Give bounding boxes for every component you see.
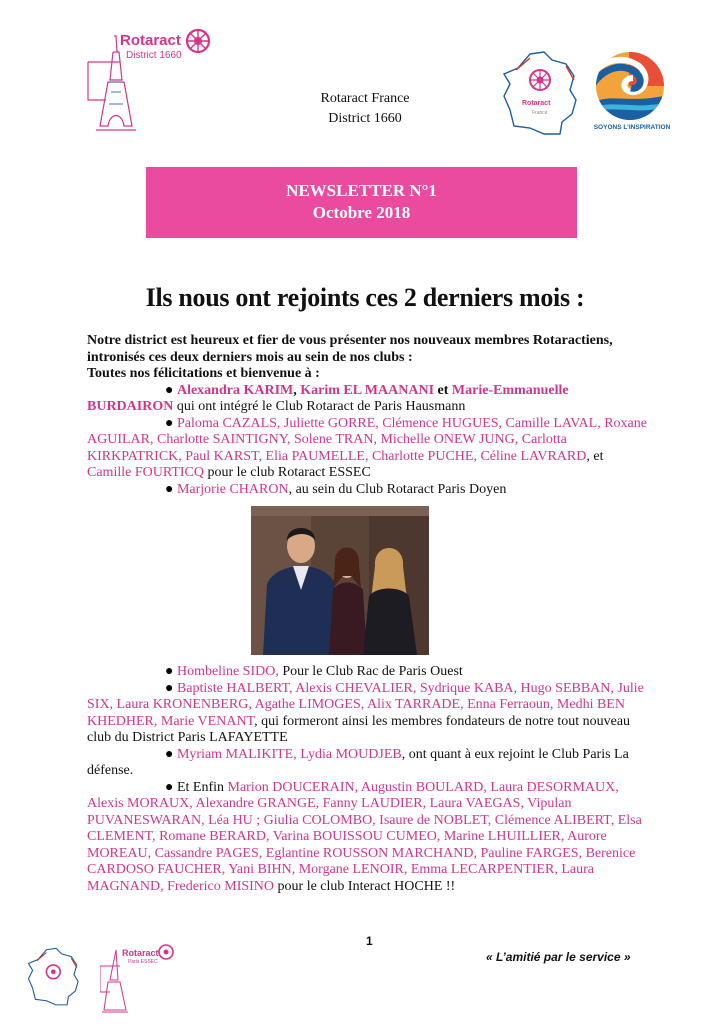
logo-wordmark: Rotaract [120,32,181,49]
rotaract-district-logo [86,22,216,150]
page-title: Ils nous ont rejoints ces 2 derniers mois : [145,283,585,312]
member-name: Alexandra KARIM [176,382,294,398]
member-names: Marjorie CHARON [176,481,289,497]
wave-emblem-icon [589,50,671,122]
club-text: qui ont intégré le Club Rotaract de Paris Hausmann [173,399,466,414]
bullet-icon: ● [165,481,177,497]
intro-line: Notre district est heureux et fier de vous présenter nos nouveaux membres Rotaractiens, [87,333,613,348]
members-group-photo [251,506,429,655]
newsletter-number: NEWSLETTER N°1 [286,181,437,200]
rotaract-france-logo [500,50,582,140]
list-item-defense [87,747,647,780]
header-organization: Rotaract France [320,91,410,106]
list-item-doyen [87,482,647,499]
bullet-icon: ● [165,746,177,762]
member-name: Karim EL MAANANI [300,382,435,398]
member-names: Camille FOURTICQ [87,465,204,480]
separator: , [293,382,301,398]
footer-rotaract-logo [100,940,180,1015]
header-district: District 1660 [328,111,402,126]
intro-line: intronisés ces deux derniers mois au sein de nos clubs : [87,349,413,365]
club-text: , au sein du Club Rotaract Paris Doyen [288,481,507,497]
member-name: Marie-Emmanuelle BURDAIRON [87,382,569,414]
list-item-hausmann [87,383,647,416]
logo-wordmark: Rotaract [522,100,551,107]
page-number: 1 [366,934,373,948]
list-item-hoche [87,780,647,896]
club-text: pour le club Interact HOCHE !! [274,878,456,894]
club-text: pour le club Rotaract ESSEC [204,465,371,480]
logo-wordmark: Rotaract [122,948,159,958]
member-names: Myriam MALIKITE, Lydia MOUDJEB [176,746,402,762]
list-item-ouest [87,664,647,681]
club-text: , qui formeront ainsi les membres fondateurs de notre tout nouveau club du District Paris LAFAYETTE [87,713,631,745]
newsletter-banner [146,167,577,238]
member-names: Paloma CAZALS, Juliette GORRE, Clémence HUGUES, Camille LAVAL, Roxane AGUILAR, Charlotte SAINTIGNY, Solene TRAN, Michelle ONEW JUNG, Carlotta KIRKPATRICK, Paul KARST, Elia PAUMELLE, Charlotte PUCHE, Céline LAVRARD [87,415,647,464]
bullet-icon: ● [165,680,177,696]
bullet-icon: ● [165,779,174,795]
member-names: Marion DOUCERAIN, Augustin BOULARD, Laura DESORMAUX, Alexis MORAUX, Alexandre GRANGE, Fanny LAUDIER, Laura VAEGAS, Vipulan PUVANESWARAN, Léa HU ; Giulia COLOMBO, Isaure de NOBLET, Clémence ALIBERT, Elsa CLEMENT, Romane BERARD, Varina BOUISSOU CUMEO, Marine LHUILLIER, Aurore MOREAU, Cassandre PAGES, Eglantine ROUSSON MARCHAND, Pauline FARGES, Berenice CARDOSO FAUCHER, Yani BIHN, Morgane LENOIR, Emma LECARPENTIER, Laura MAGNAND, Frederico MISINO [87,779,642,894]
list-item-essec [87,416,647,482]
document-header [290,89,440,129]
newsletter-date: Octobre 2018 [312,203,411,222]
separator: et [434,382,452,398]
france-map-icon [500,50,582,140]
club-text: , ont quant à eux rejoint le Club Paris La défense. [87,746,629,778]
separator: , et [586,448,604,464]
footer-motto: « L’amitié par le service » [486,950,631,964]
logo-country-label: France [532,110,548,116]
france-map-icon [24,947,84,1009]
intro-line: Toutes nos félicitations et bienvenue à : [87,366,320,381]
logo-club-label: Paris ESSEC [128,959,158,965]
member-names: Baptiste HALBERT, Alexis CHEVALIER, Sydrique KABA, Hugo SEBBAN, Julie SIX, Laura KRONENBERG, Agathe LIMOGES, Alix TARRADE, Enna Ferraoun, Medhi BEN KHEDHER, Marie VENANT [87,680,644,729]
bullet-icon: ● [165,664,177,679]
soyons-inspiration-logo [589,50,671,136]
lead-text: Et Enfin [173,779,228,795]
bullet-icon: ● [165,415,177,431]
logo-district-label: District 1660 [126,50,182,61]
member-names: Hombeline SIDO, [176,664,279,679]
bullet-icon: ● [165,382,177,398]
footer-france-logo [24,947,84,1009]
logo-tagline: SOYONS L'INSPIRATION [593,124,671,131]
list-item-lafayette [87,681,647,747]
club-text: Pour le Club Rac de Paris Ouest [278,664,463,679]
